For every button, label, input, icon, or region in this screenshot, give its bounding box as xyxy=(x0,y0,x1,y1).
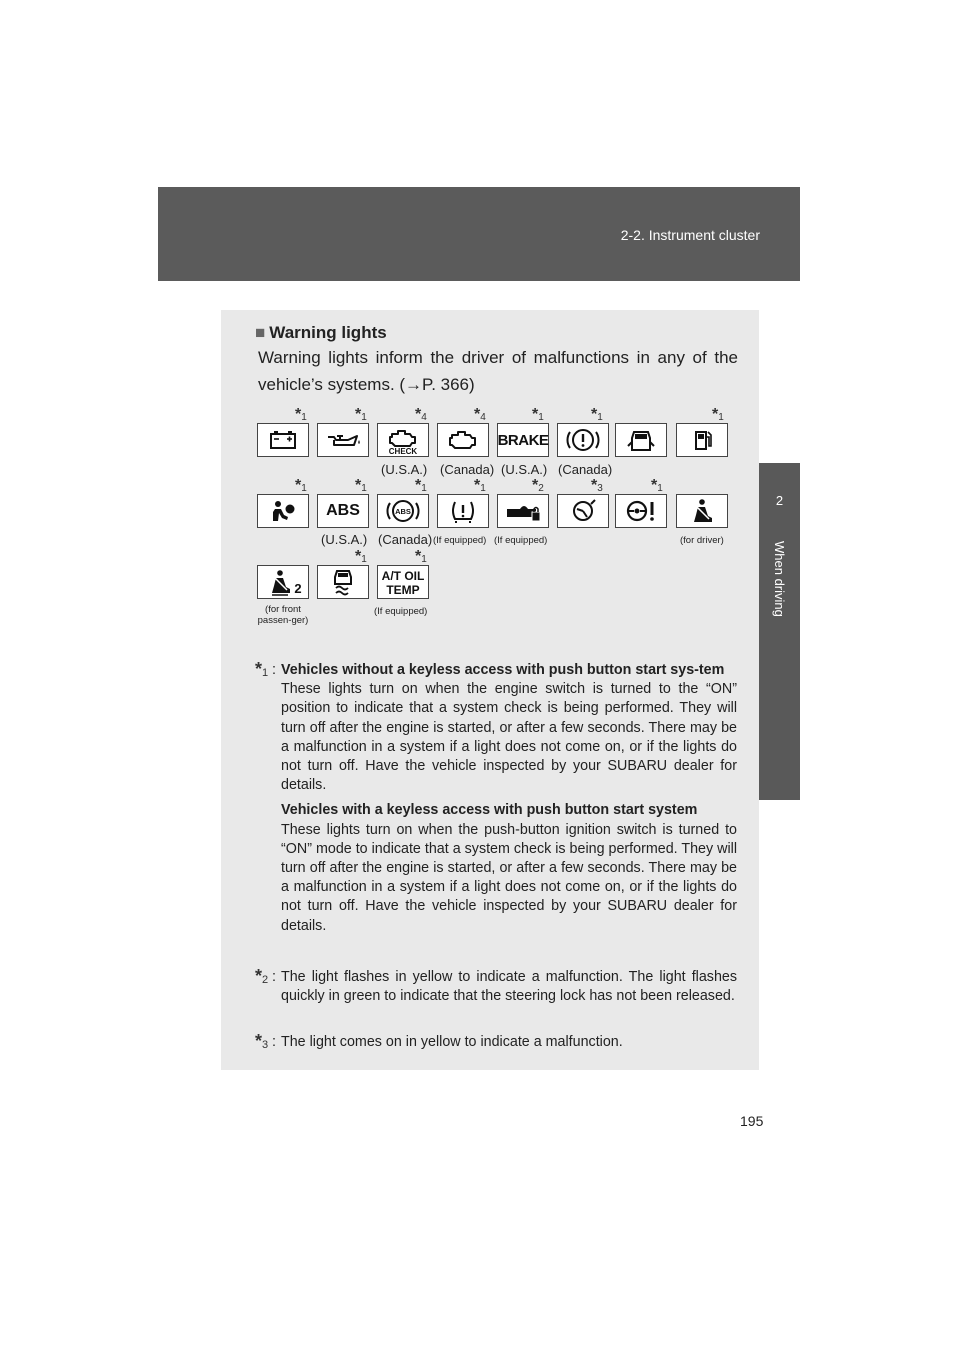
brake-text-icon: BRAKE xyxy=(497,423,549,457)
fuel-icon xyxy=(676,423,728,457)
section-title-text: Warning lights xyxy=(269,323,387,342)
footnote-marker: $*_1$ xyxy=(355,548,367,565)
at-oil-temp-icon xyxy=(377,565,429,599)
footnote-marker: $*_3$ xyxy=(591,477,603,494)
abs-circle-icon xyxy=(377,494,429,528)
footnote-3-marker: $*_3$ xyxy=(255,1031,269,1051)
svg-text:CHECK: CHECK xyxy=(388,447,418,456)
footnote-1-body-2: These lights turn on when the push-button ignition switch is turned to “ON” mode to indicate that a system check is being performed. They will turn off after the engine is started, or after a few seconds. There may be a malfunction in a system if a light does not come on, or if the lights do not turn off. Have the vehicle inspected by your SUBARU dealer for details. xyxy=(281,821,737,934)
brake-circle-icon xyxy=(557,423,609,457)
airbag-icon xyxy=(257,494,309,528)
footnote-1-marker: $*_1$ xyxy=(255,659,269,679)
icon-caption: (Canada) xyxy=(378,532,433,547)
footnote-marker: $*_1$ xyxy=(651,477,663,494)
icon-caption: (U.S.A.) xyxy=(321,532,368,547)
oil-pressure-icon xyxy=(317,423,369,457)
svg-text:2: 2 xyxy=(294,581,302,596)
footnote-2: : The light flashes in yellow to indicate a malfunction. The light flashes quickly in green to indicate that the steering lock has not been released. xyxy=(272,969,737,1005)
engine-icon xyxy=(437,423,489,457)
abs-text-icon: ABS xyxy=(317,494,369,528)
icon-caption: (Canada) xyxy=(440,462,495,477)
svg-text:TEMP: TEMP xyxy=(386,583,420,597)
battery-icon xyxy=(257,423,309,457)
vehicle-skid-icon xyxy=(317,565,369,599)
footnote-marker: $*_2$ xyxy=(532,477,544,494)
footnote-marker: $*_1$ xyxy=(415,477,427,494)
icon-caption: (If equipped) xyxy=(374,606,428,617)
tire-pressure-icon xyxy=(437,494,489,528)
footnote-3: : The light comes on in yellow to indicate a malfunction. xyxy=(272,1034,623,1050)
intro-paragraph: Warning lights inform the driver of malfunctions in any of the vehicle’s systems. (→P. 366) xyxy=(258,348,738,394)
chapter-number: 2 xyxy=(775,493,784,508)
footnote-1-heading-1: Vehicles without a keyless access with push button start sys-tem xyxy=(281,662,725,678)
footnote-1-body-1: These lights turn on when the engine switch is turned to the “ON” position to indicate that a system check is being performed. They will turn off after the engine is started, or after a few seconds. There may be a malfunction in a system if a light does not come on, or if the lights do not turn off. Have the vehicle inspected by your SUBARU dealer for details. xyxy=(281,681,737,794)
chapter-side-tab xyxy=(759,463,800,800)
header-section-title: 2-2. Instrument cluster xyxy=(620,227,760,243)
icon-caption: (U.S.A.) xyxy=(381,462,428,477)
section-bullet: ■ xyxy=(255,323,266,342)
icon-caption: (for driver) xyxy=(680,535,724,546)
power-steering-icon xyxy=(557,494,609,528)
icon-caption: (U.S.A.) xyxy=(501,462,548,477)
footnote-marker: $*_1$ xyxy=(355,477,367,494)
footnote-marker: $*_1$ xyxy=(712,406,724,423)
warning-lights-panel xyxy=(221,310,759,1070)
svg-text:A/T OIL: A/T OIL xyxy=(381,569,425,583)
section-title xyxy=(255,323,387,343)
footnote-2-marker: $*_2$ xyxy=(255,966,269,986)
steering-lock-icon xyxy=(497,494,549,528)
icon-caption: (Canada) xyxy=(558,462,613,477)
footnote-1: : Vehicles without a keyless access with push button start sys-tem These lights turn on when the engine switch is turned to the “ON” position to indicate that a system check is being performed. They will turn off after the engine is started, or after a few seconds. There may be a malfunction in a system if a light does not come on, or if the lights do not turn off. Have the vehicle inspected by your SUBARU dealer for details. Vehicles with a keyless access with push button start system These lights turn on when the push-button ignition switch is turned to “ON” mode to indicate that a system check is being performed. They will turn off after the engine is started, or after a few seconds. There may be a malfunction in a system if a light does not come on, or if the lights do not turn off. Have the vehicle inspected by your SUBARU dealer for details. xyxy=(281,661,737,936)
svg-text:ABS: ABS xyxy=(395,507,411,516)
chapter-title: When driving xyxy=(772,541,787,617)
footnote-marker: $*_1$ xyxy=(355,406,367,423)
icon-caption: (If equipped) xyxy=(433,535,487,546)
footnote-marker: $*_4$ xyxy=(474,406,486,423)
check-engine-icon xyxy=(377,423,429,457)
footnote-marker: $*_1$ xyxy=(295,406,307,423)
footnote-marker: $*_1$ xyxy=(415,548,427,565)
footnote-marker: $*_1$ xyxy=(591,406,603,423)
seatbelt-passenger-icon xyxy=(257,565,309,599)
icon-caption: (If equipped) xyxy=(494,535,548,546)
footnote-marker: $*_1$ xyxy=(474,477,486,494)
footnote-1-heading-2: Vehicles with a keyless access with push button start system xyxy=(281,802,698,819)
seatbelt-icon xyxy=(676,494,728,528)
icon-caption: (for front passen-ger) xyxy=(257,604,309,626)
footnote-marker: $*_4$ xyxy=(415,406,427,423)
page-number: 195 xyxy=(740,1113,764,1129)
steering-warning-icon xyxy=(615,494,667,528)
page-header xyxy=(158,187,800,281)
footnote-marker: $*_1$ xyxy=(295,477,307,494)
door-open-icon xyxy=(615,423,667,457)
footnote-marker: $*_1$ xyxy=(532,406,544,423)
